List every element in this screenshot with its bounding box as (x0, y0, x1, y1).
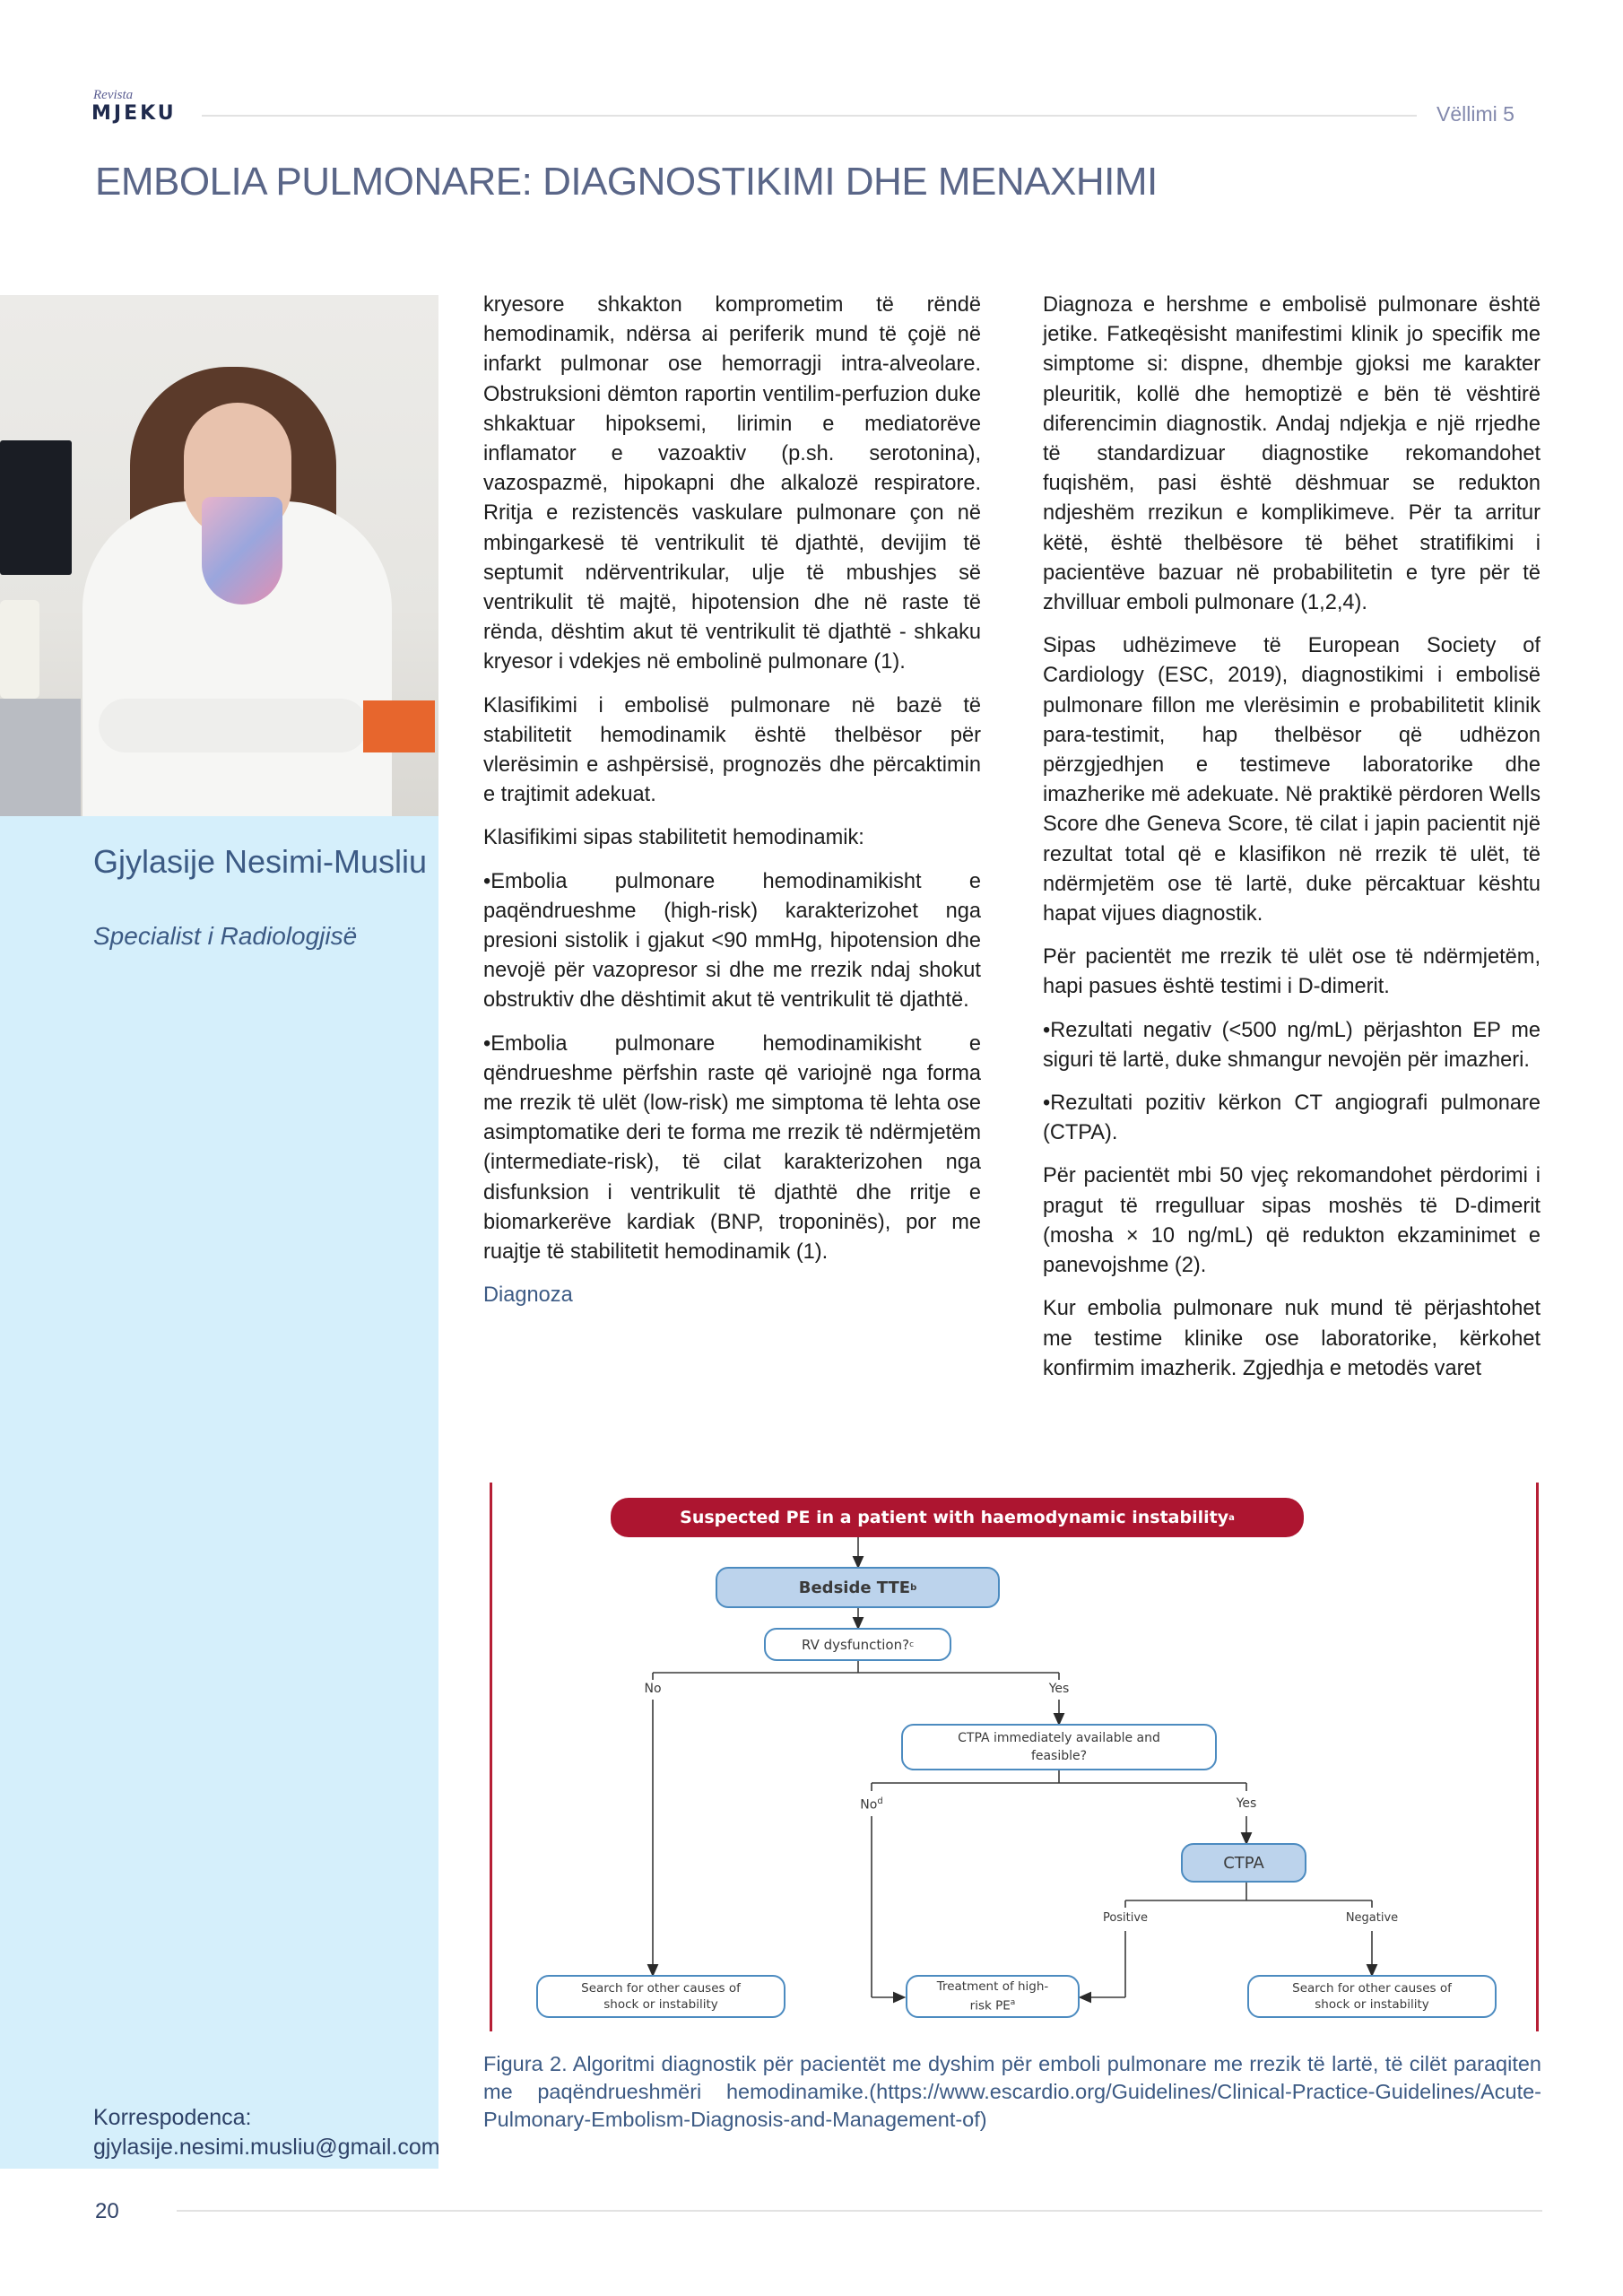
orange-box-shape (363, 700, 435, 752)
branch-label-no-d (860, 1796, 882, 1813)
start-node-label: Suspected PE in a patient with haemodynamic instability (680, 1508, 1229, 1527)
text-column-1 (483, 291, 981, 1325)
outcome-left-label: Search for other causes of shock or instability (581, 1981, 741, 2012)
machine-shape (0, 699, 81, 816)
branch-label-negative: Negative (1345, 1911, 1399, 1925)
author-photo (0, 295, 438, 816)
correspondence-label: Korrespodenca: (93, 2105, 252, 2130)
rv-node-label: RV dysfunction? (801, 1636, 910, 1653)
branch-label-positive: Positive (1102, 1911, 1149, 1925)
header-divider (202, 115, 1417, 117)
author-sidebar (0, 816, 438, 2169)
paragraph: Klasifikimi sipas stabilitetit hemodinamik: (483, 826, 864, 850)
journal-logo-subtitle: Revista (93, 88, 134, 102)
figure-caption: Figura 2. Algoritmi diagnostik për pacientët me dyshim për emboli pulmonare me rrezik të lartë, të cilët paraqiten me paqëndrueshmëri hemodinamike.(https://www.escardio.org/Guidelines/Clinical-Practice-Guidelines/Acute-Pulmonary-Embolism-Diagnosis-and-Management-of) (483, 2052, 1541, 2131)
ultrasound-monitor-shape (0, 440, 72, 575)
flowchart-outcome-right (1247, 1975, 1497, 2018)
branch-label-yes: Yes (1048, 1682, 1070, 1696)
journal-logo: MJEKU (91, 102, 177, 125)
paragraph: Kur embolia pulmonare nuk mund të përjashtohet me testime klinike ose laboratorike, kërkohet konfirmim imazherik. Zgjedhja e metodës varet (1043, 1297, 1541, 1380)
paragraph: Për pacientët me rrezik të ulët ose të ndërmjetëm, hapi pasues është testimi i D-dimerit. (1043, 945, 1541, 999)
correspondence-email[interactable]: gjylasije.nesimi.musliu@gmail.com (93, 2135, 440, 2160)
flowchart-start-node (611, 1498, 1304, 1537)
flowchart-ctpa-node (1181, 1843, 1306, 1883)
author-role: Specialist i Radiologjisë (93, 922, 358, 950)
bullet-paragraph: •Embolia pulmonare hemodinamikisht e qëndrueshme përfshin raste që variojnë nga forma me rrezik të ulët (low-risk) me simptoma të lehta ose asimptomatike deri te forma me rrezik të ndërmjetëm (intermediate-risk), të cilat karakterizohen nga disfunksion i ventrikulit të djathtë dhe rritje e biomarkerëve kardiak (BNP, troponinës), por me ruajtje të stabilitetit hemodinamik (1). (483, 1031, 981, 1265)
bullet-paragraph: •Rezultati negativ (<500 ng/mL) përjashton EP me siguri të lartë, duke shmangur nevojën për imazheri. (1043, 1018, 1541, 1072)
scarf-shape (202, 497, 282, 604)
footer-divider (177, 2210, 1542, 2212)
article-title: EMBOLIA PULMONARE: DIAGNOSTIKIMI DHE MENAXHIMI (95, 160, 1158, 204)
bottle-shape (0, 600, 39, 699)
ctpa-question-label: CTPA immediately available and feasible? (958, 1731, 1160, 1763)
outcome-mid-label (934, 1979, 1051, 2014)
flowchart-rv-dysfunction-node (764, 1628, 951, 1661)
figure-frame (490, 1483, 1539, 2031)
paragraph: Diagnoza e hershme e embolisë pulmonare është jetike. Fatkeqësisht manifestimi klinik jo specifik me simptome si: dispne, dhembje gjoksi me karakter pleuritik, kollë dhe hemoptizë e bën të vështirë diferencimin diagnostik. Andaj ndjekja e një rrjedhe të standardizuar diagnostike rekomandohet fuqishëm, pasi është dëshmuar se redukton ndjeshëm rrezikun e komplikimeve. Për ta arritur këtë, është thelbësore të bëhet stratifikimi i pacientëve bazuar në probabilitetin e tyre për të zhvilluar emboli pulmonare (1,2,4). (1043, 293, 1541, 615)
no-label-text: No (860, 1797, 878, 1813)
treatment-text: Treatment of high-risk PE (936, 1979, 1049, 2013)
bullet-paragraph: •Embolia pulmonare hemodinamikisht e paqëndrueshme (high-risk) karakterizohet nga presioni sistolik i gjakut <90 mmHg, hipotension dhe nevojë për vazopresor si dhe me rrezik ndaj shokut obstruktiv dhe dështimit akut të ventrikulit të djathtë. (483, 869, 981, 1013)
footnote-marker: a (1010, 1998, 1016, 2008)
paragraph: Klasifikimi i embolisë pulmonare në bazë të stabilitetit hemodinamik është thelbësor për vlerësimin e ashpërsisë, prognozës dhe përcaktimin e trajtimit adekuat. (483, 693, 981, 807)
author-name: Gjylasije Nesimi-Musliu (93, 843, 428, 880)
branch-label-no: No (644, 1682, 662, 1696)
flowchart-tte-node (716, 1567, 1000, 1608)
paragraph: Sipas udhëzimeve të European Society of Cardiology (ESC, 2019), diagnostikimi i embolisë pulmonare fillon me vlerësimin e probabilitetit klinik para-testimit, hap thelbësor që udhëzon përzgjedhjen e testimeve laboratorike dhe imazherike më adekuate. Në praktikë përdoren Wells Score dhe Geneva Score, të cilat i japin pacientit një rezultat total që e klasifikon në rrezik të ulët, të ndërmjetëm ose të lartë, duke përcaktuar kështu hapat vijues diagnostik. (1043, 634, 1541, 926)
flowchart-ctpa-available-node (901, 1724, 1217, 1770)
flowchart-outcome-left (536, 1975, 785, 2018)
branch-label-yes: Yes (1236, 1796, 1257, 1811)
text-column-2 (1043, 291, 1541, 1397)
tte-node-label: Bedside TTE (798, 1578, 911, 1597)
volume-label: Vëllimi 5 (1436, 102, 1515, 126)
footnote-marker: c (909, 1639, 915, 1649)
crossed-arms-shape (99, 699, 368, 752)
paragraph: Për pacientët mbi 50 vjeç rekomandohet përdorimi i pragut të rregulluar sipas moshës të D-dimerit (mosha × 10 ng/mL) që redukton ekzaminimet e panevojshme (2). (1043, 1164, 1541, 1278)
outcome-right-label: Search for other causes of shock or instability (1292, 1981, 1452, 2012)
page-number: 20 (95, 2199, 119, 2223)
footnote-marker: b (910, 1582, 917, 1593)
ctpa-node-label: CTPA (1223, 1853, 1264, 1873)
footnote-marker: d (877, 1796, 883, 1806)
flowchart-outcome-treatment (906, 1975, 1080, 2018)
footnote-marker: a (1228, 1512, 1235, 1523)
paragraph: kryesore shkakton komprometim të rëndë hemodinamik, ndërsa ai periferik mund të çojë në infarkt pulmonar ose hemorragji intra-alveolare. Obstruksioni dëmton raportin ventilim-perfuzion duke shkaktuar hipoksemi, lirimin e mediatorëve inflamator e vazoaktiv (p.sh. serotonina), vazospazmë, hipokapni dhe alkalozë respiratore. Rritja e rezistencës vaskulare pulmonare çon në mbingarkesë të ventrikulit të djathtë, devijim të septumit ndërventrikular, ulje të mbushjes së ventrikulit të majtë, hipotension dhe në raste të rënda, dështim akut të ventrikulit të djathtë - shkaku kryesor i vdekjes në embolinë pulmonare (1). (483, 293, 981, 674)
bullet-paragraph: •Rezultati pozitiv kërkon CT angiografi pulmonare (CTPA). (1043, 1091, 1541, 1145)
section-heading-diagnoza: Diagnoza (483, 1283, 573, 1308)
